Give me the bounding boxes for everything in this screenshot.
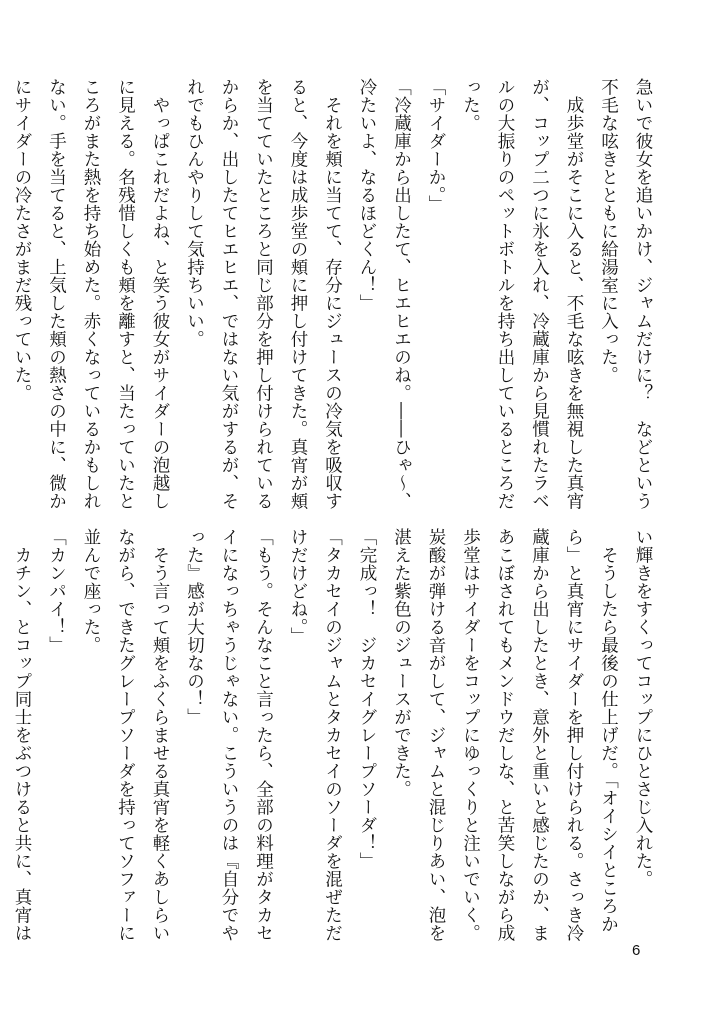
page-number: 6 (632, 942, 641, 959)
text-block-lower: い輝きをすくってコップにひとさじ入れた。 そうしたら最後の仕上げだ。「オイシイところから」と真宵にサイダーを押し付けられる。さっき冷蔵庫から出したとき、意外と重いと感じたのか、まあこぼされてもメンドウだしな、と苦笑しながら成歩堂はサイダーをコップにゆっくりと注いでいく。炭酸が弾ける音がして、ジャムと混じりあい、泡を湛えた紫色のジュースができた。 「完成っ！ ジカセイグレープソーダ！」 「タカセイのジャムとタカセイのソーダを混ぜただけだけどね。」 「もう。そんなこと言ったら、全部の料理がタカセイになっちゃうじゃない。こういうのは『自分でやった』感が大切なの！」 そう言って頬をふくらませる真宵を軽くあしらいながら、できたグレープソーダを持ってソファーに並んで座った。 「カンパイ！」 カチン、とコップ同士をぶつけると共に、真宵は (12, 528, 653, 942)
text-block-upper: 急いで彼女を追いかけ、ジャムだけに？ などという不毛な呟きとともに給湯室に入った。 成歩堂がそこに入ると、不毛な呟きを無視した真宵が、コップ二つに氷を入れ、冷蔵庫から見慣れたラベルの大振りのペットボトルを持ち出しているところだった。 「サイダーか。」 「冷蔵庫から出したて、ヒエヒエのね。――ひゃ～、冷たいよ、なるほどくん！」 それを頬に当てて、存分にジュースの冷気を吸収すると、今度は成歩堂の頬に押し付けてきた。真宵が頬を当てていたところと同じ部分を押し付けられているからか、出したてヒエヒエ、ではない気がするが、それでもひんやりして気持ちいい。 やっぱこれだよね、と笑う彼女がサイダーの泡越しに見える。名残惜しくも頬を離すと、当たっていたところがまた熱を持ち始めた。赤くなっているかもしれない。手を当てると、上気した頬の熱さの中に、微かにサイダーの冷たさがまだ残っていた。 (12, 78, 653, 510)
